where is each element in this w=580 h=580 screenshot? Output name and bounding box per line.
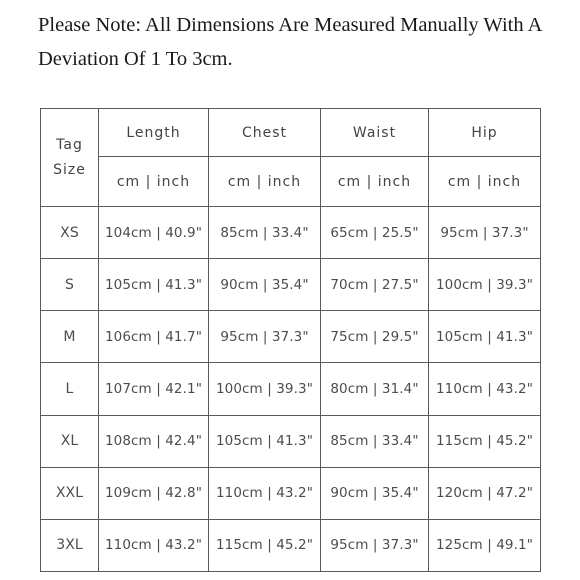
length-cell: 109cm | 42.8" [99, 467, 209, 519]
hip-cell: 100cm | 39.3" [429, 259, 541, 311]
tag-size-header-line2: Size [53, 161, 86, 178]
hip-cell: 120cm | 47.2" [429, 467, 541, 519]
table-row [41, 207, 541, 259]
table-row [41, 415, 541, 467]
column-header-length: Length [99, 109, 209, 157]
table-row [41, 363, 541, 415]
size-cell: XL [41, 415, 99, 467]
size-cell: S [41, 259, 99, 311]
hip-cell: 95cm | 37.3" [429, 207, 541, 259]
length-cell: 110cm | 43.2" [99, 519, 209, 571]
size-cell: XS [41, 207, 99, 259]
table-row [41, 519, 541, 571]
unit-label-chest: cm | inch [209, 157, 321, 207]
chest-cell: 90cm | 35.4" [209, 259, 321, 311]
unit-row [41, 157, 541, 207]
column-header-chest: Chest [209, 109, 321, 157]
size-cell: 3XL [41, 519, 99, 571]
size-cell: XXL [41, 467, 99, 519]
chest-cell: 95cm | 37.3" [209, 311, 321, 363]
waist-cell: 90cm | 35.4" [321, 467, 429, 519]
chest-cell: 85cm | 33.4" [209, 207, 321, 259]
hip-cell: 110cm | 43.2" [429, 363, 541, 415]
waist-cell: 70cm | 27.5" [321, 259, 429, 311]
column-header-hip: Hip [429, 109, 541, 157]
hip-cell: 105cm | 41.3" [429, 311, 541, 363]
waist-cell: 85cm | 33.4" [321, 415, 429, 467]
waist-cell: 75cm | 29.5" [321, 311, 429, 363]
waist-cell: 95cm | 37.3" [321, 519, 429, 571]
chest-cell: 105cm | 41.3" [209, 415, 321, 467]
length-cell: 105cm | 41.3" [99, 259, 209, 311]
size-cell: L [41, 363, 99, 415]
unit-label-waist: cm | inch [321, 157, 429, 207]
hip-cell: 125cm | 49.1" [429, 519, 541, 571]
chest-cell: 100cm | 39.3" [209, 363, 321, 415]
length-cell: 107cm | 42.1" [99, 363, 209, 415]
chest-cell: 110cm | 43.2" [209, 467, 321, 519]
waist-cell: 65cm | 25.5" [321, 207, 429, 259]
length-cell: 106cm | 41.7" [99, 311, 209, 363]
column-header-waist: Waist [321, 109, 429, 157]
hip-cell: 115cm | 45.2" [429, 415, 541, 467]
measurement-note: Please Note: All Dimensions Are Measured Manually With A Deviation Of 1 To 3cm. [38, 14, 542, 70]
size-cell: M [41, 311, 99, 363]
length-cell: 104cm | 40.9" [99, 207, 209, 259]
tag-size-header-line1: Tag [56, 136, 83, 153]
size-chart-table [40, 108, 541, 572]
tag-size-header [41, 109, 99, 207]
table-row [41, 259, 541, 311]
chest-cell: 115cm | 45.2" [209, 519, 321, 571]
unit-label-hip: cm | inch [429, 157, 541, 207]
waist-cell: 80cm | 31.4" [321, 363, 429, 415]
table-row [41, 467, 541, 519]
unit-label-length: cm | inch [99, 157, 209, 207]
length-cell: 108cm | 42.4" [99, 415, 209, 467]
header-row [41, 109, 541, 157]
table-row [41, 311, 541, 363]
